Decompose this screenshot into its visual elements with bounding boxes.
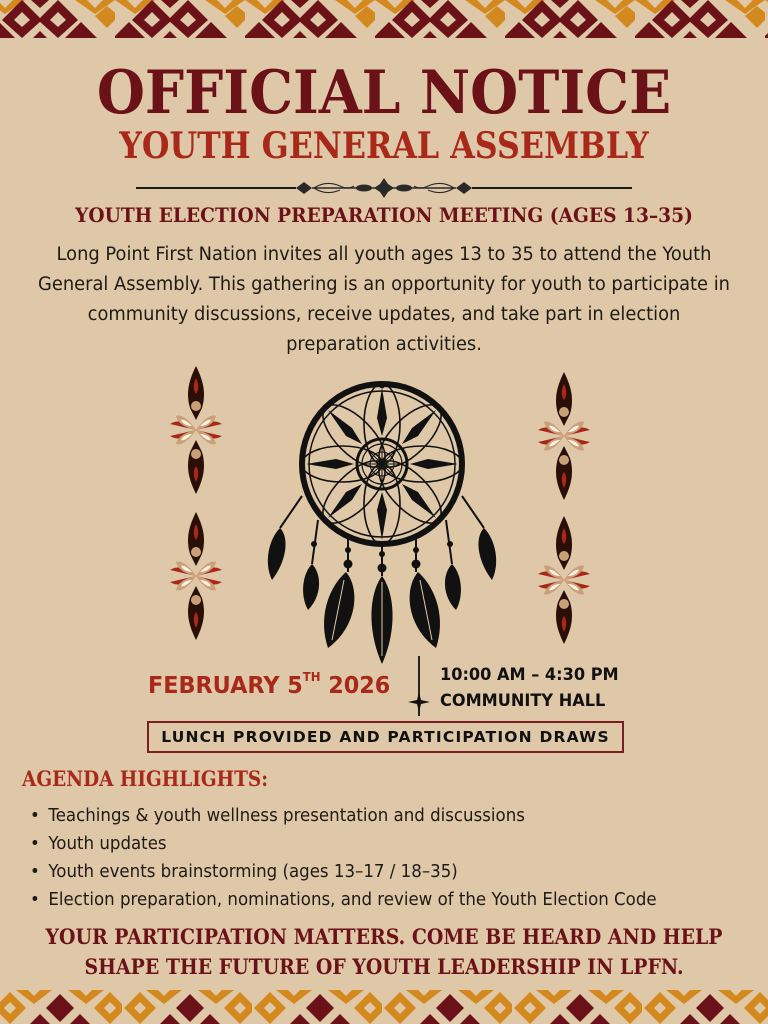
perks-banner [147,721,624,753]
event-date-suffix: TH [302,670,321,684]
event-venue: COMMUNITY HALL [440,691,606,711]
page-subtitle: YOUTH GENERAL ASSEMBLY [119,125,649,167]
agenda-heading: AGENDA HIGHLIGHTS: [22,766,269,791]
event-date-year: 2026 [320,673,391,699]
closing-line-2: SHAPE THE FUTURE OF YOUTH LEADERSHIP IN LPFN. [84,954,684,979]
event-time: 10:00 AM – 4:30 PM [440,665,619,685]
agenda-item: • Teachings & youth wellness presentation and discussions [30,802,724,830]
bottom-geometric-border [0,986,768,1024]
top-geometric-border [0,0,768,40]
floral-beadwork-ornament-icon [534,514,594,646]
floral-beadwork-ornament-icon [166,510,226,642]
star-divider-icon [404,656,434,718]
agenda-item: • Election preparation, nominations, and review of the Youth Election Code [30,886,724,914]
dreamcatcher-icon [262,378,506,668]
agenda-list [30,802,760,914]
floral-beadwork-ornament-icon [166,364,226,496]
intro-paragraph: Long Point First Nation invites all youth ages 13 to 35 to attend the Youth General Assembly. This gathering is an opportunity for youth to participate in community discussions, receive updates, and take part in election preparation activities. [38,244,730,355]
ornamental-divider-icon [136,176,632,200]
agenda-item: • Youth updates [30,830,724,858]
closing-message [38,922,729,982]
page-title: OFFICIAL NOTICE [96,58,672,128]
meeting-heading: YOUTH ELECTION PREPARATION MEETING (AGES 13–35) [75,203,693,227]
event-details [0,656,768,718]
floral-beadwork-ornament-icon [534,370,594,502]
event-date [148,670,391,699]
event-date-day: FEBRUARY 5 [148,673,303,699]
agenda-item: • Youth events brainstorming (ages 13–17 / 18–35) [30,858,724,886]
perks-text: LUNCH PROVIDED AND PARTICIPATION DRAWS [161,728,610,746]
closing-line-1: YOUR PARTICIPATION MATTERS. COME BE HEARD AND HELP [45,924,723,949]
